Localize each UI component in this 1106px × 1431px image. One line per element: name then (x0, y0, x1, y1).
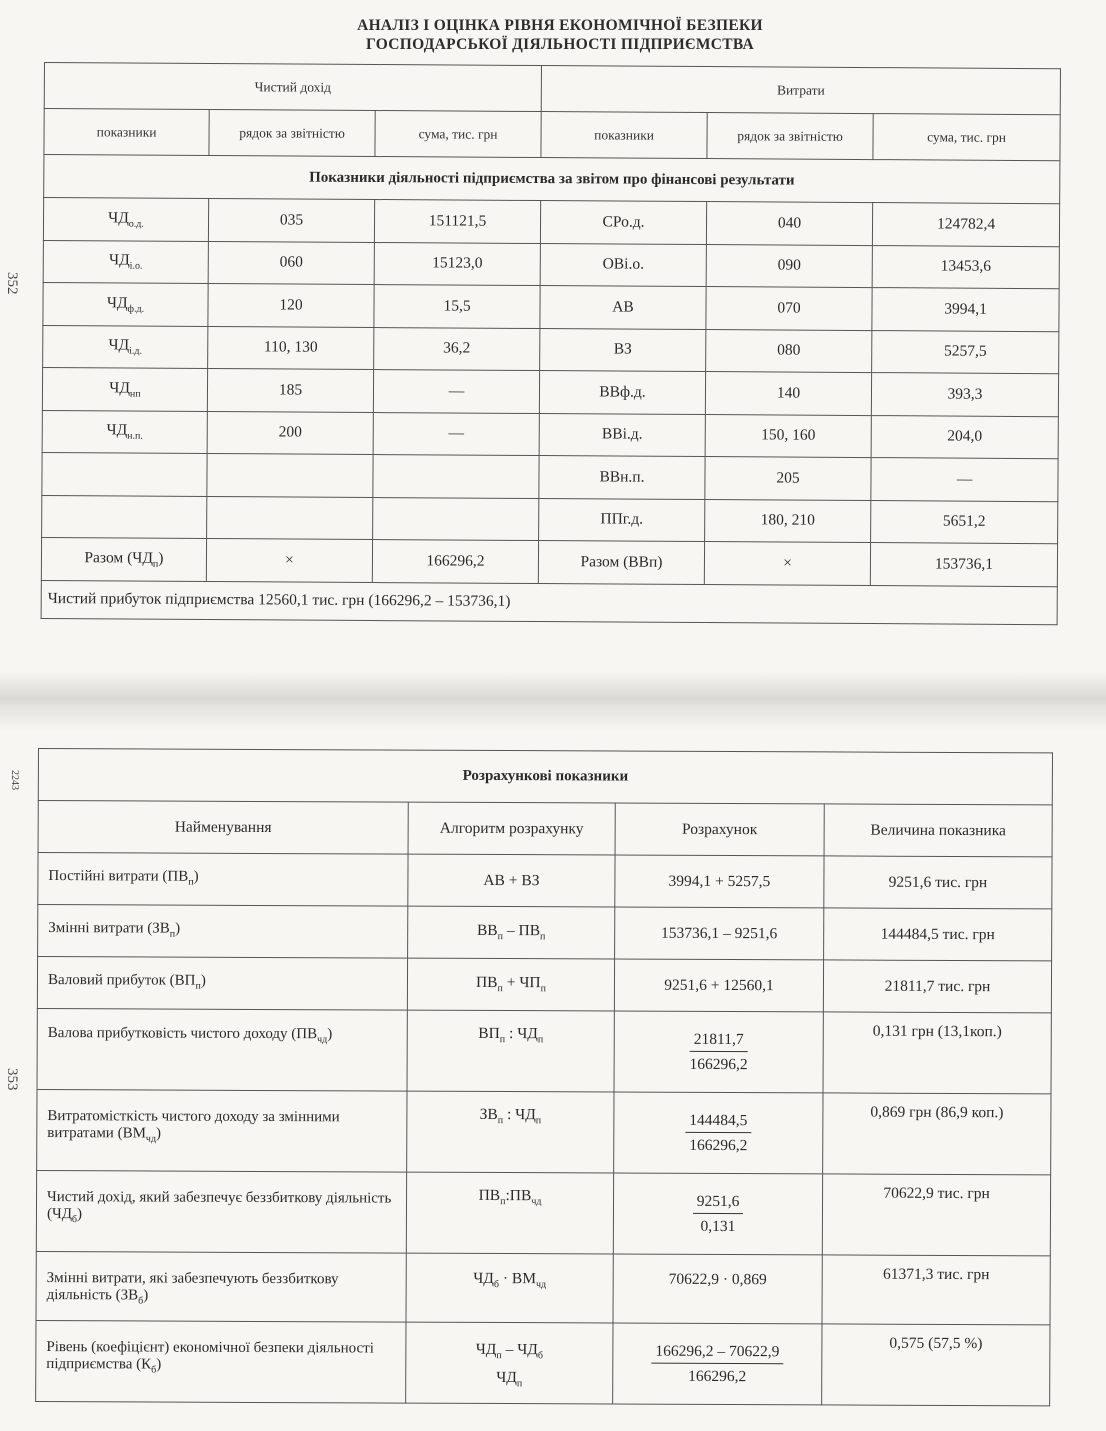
income-total-sum: 166296,2 (372, 540, 538, 584)
expense-line: 205 (705, 457, 871, 501)
indicator-value: 70622,9 тис. грн (822, 1174, 1050, 1256)
expense-total-line: × (704, 542, 870, 586)
indicator-value: 0,575 (57,5 %) (822, 1324, 1050, 1406)
expense-indicator: ВВф.д. (539, 371, 705, 415)
col-line-expenses: рядок за звітністю (707, 113, 873, 160)
income-indicator: $ЧД_{н.п.}$ (42, 410, 207, 454)
income-sum: 15123,0 (374, 242, 540, 286)
indicator-name: Постійні витрати $(ПВ_п)$ (38, 853, 408, 907)
page-fold-divider (0, 672, 1106, 732)
indicator-value: 21811,7 тис. грн (823, 960, 1051, 1013)
algorithm: $ПВ_п:ПВ_{чд}$ (406, 1172, 613, 1254)
algorithm-denominator: $ЧД_п$ (496, 1369, 523, 1390)
col-value: Величина показника (824, 804, 1052, 857)
income-line: 035 (208, 199, 374, 243)
indicator-name: Валова прибутковість чистого доходу $(ПВ_{чд})$ (37, 1008, 407, 1091)
expense-indicator: АВ (540, 286, 706, 330)
table-row (38, 853, 1052, 909)
expense-sum: 3994,1 (872, 288, 1059, 332)
section-title: Показники діяльності підприємства за звітом про фінансові результати (44, 155, 1060, 204)
expense-sum: 124782,4 (872, 203, 1059, 247)
table-row (42, 410, 1058, 459)
indicator-value: 61371,3 тис. грн (822, 1255, 1050, 1325)
calculation: $\frac{166296,2 - 70622,9}{166296,2}$ (613, 1323, 822, 1405)
indicator-value: 0,869 грн (86,9 коп.) (823, 1093, 1051, 1175)
indicator-value: 9251,6 тис. грн (824, 856, 1052, 909)
indicator-name: Витратомісткість чистого доходу за змінними витратами $(ВМ_{чд})$ (37, 1089, 407, 1172)
page-number-bottom: 353 (4, 1068, 20, 1091)
indicator-name: Змінні витрати, які забезпечують беззбиткову діяльність $(ЗВ_б)$ (36, 1251, 406, 1322)
expense-sum: 5651,2 (871, 500, 1058, 544)
calculation: 9251,6 + 12560,1 (614, 959, 823, 1012)
expense-line: 090 (706, 244, 872, 288)
calculation: 70622,9 · 0,869 (613, 1254, 822, 1324)
income-sum: 151121,5 (374, 200, 540, 244)
income-line: 060 (208, 241, 374, 285)
table-row (43, 282, 1059, 331)
expense-sum: 204,0 (871, 415, 1058, 459)
expense-total-sum: 153736,1 (870, 543, 1057, 587)
algorithm: АВ + ВЗ (408, 854, 615, 907)
indicator-value: 144484,5 тис. грн (824, 908, 1052, 961)
income-group-header: Чистий дохід (44, 63, 541, 112)
total-row (41, 537, 1057, 586)
income-indicator: $ЧД_{і.о.}$ (43, 240, 208, 284)
section-header-row (38, 749, 1052, 805)
title-line-2: ГОСПОДАРСЬКОЇ ДІЯЛЬНОСТІ ПІДПРИЄМСТВА (365, 36, 755, 53)
net-profit-note: Чистий прибуток підприємства 12560,1 тис. грн (166296,2 – 153736,1) (41, 580, 1057, 624)
expense-indicator: ВВі.д. (539, 413, 705, 457)
section-title: Розрахункові показники (38, 749, 1052, 805)
income-sum: — (373, 370, 539, 414)
page-number-mid: 2243 (9, 770, 20, 790)
algorithm: $ЗВ_п$ : $ЧД_п$ (407, 1091, 614, 1173)
income-line (207, 496, 373, 540)
income-line: 185 (207, 369, 373, 413)
calculated-indicators-table (35, 748, 1053, 1406)
income-sum: 15,5 (374, 285, 540, 329)
table-row (42, 367, 1058, 416)
calculation: $\frac{21811,7}{166296,2}$ (614, 1011, 823, 1093)
income-line: 200 (207, 411, 373, 455)
algorithm: $ВП_п$ : $ЧД_п$ (407, 1010, 614, 1092)
financial-results-table (41, 62, 1061, 625)
income-sum: 36,2 (374, 327, 540, 371)
page-number-top: 352 (4, 272, 20, 295)
expense-sum: 393,3 (871, 373, 1058, 417)
income-total-line: × (206, 539, 372, 583)
income-line: 120 (208, 284, 374, 328)
table-row (37, 957, 1051, 1013)
col-calculation: Розрахунок (615, 803, 824, 856)
table-row (38, 905, 1052, 961)
expense-indicator: ОВі.о. (540, 243, 706, 287)
indicator-value: 0,131 грн (13,1коп.) (823, 1012, 1051, 1094)
income-total-label: Разом $(ЧД_п)$ (41, 537, 206, 581)
income-indicator: $ЧД_{ф.д.}$ (43, 282, 208, 326)
col-sum-income: сума, тис. грн (375, 111, 541, 158)
section-header-row (44, 155, 1060, 204)
expense-sum: 5257,5 (872, 330, 1059, 374)
table-row (37, 1008, 1051, 1093)
income-sum (373, 497, 539, 541)
col-indicators-income: показники (44, 109, 209, 156)
indicator-name: Чистий дохід, який забезпечує беззбиткову діяльність $(ЧД_б)$ (36, 1170, 406, 1253)
col-indicators-expenses: показники (541, 112, 707, 159)
indicator-name: Рівень (коефіцієнт) економічної безпеки діяльності підприємства $(К_б)$ (36, 1320, 406, 1403)
income-indicator (42, 452, 207, 496)
document-title (300, 16, 820, 54)
expense-line: 040 (706, 202, 872, 246)
expense-indicator: ППг.д. (539, 498, 705, 542)
income-indicator: $ЧД_{і.д.}$ (43, 325, 208, 369)
expense-indicator: ВВн.п. (539, 456, 705, 500)
expense-line: 150, 160 (705, 414, 871, 458)
expense-total-label: Разом (ВВп) (538, 541, 704, 585)
income-indicator (42, 495, 207, 539)
col-sum-expenses: сума, тис. грн (873, 114, 1060, 161)
algorithm-numerator: $ЧД_п - ЧД_б$ (475, 1340, 544, 1362)
table-row (36, 1170, 1050, 1255)
column-header-row (44, 109, 1060, 161)
calculation: 3994,1 + 5257,5 (615, 855, 824, 908)
algorithm (406, 1322, 613, 1404)
indicator-name: Валовий прибуток $(ВП_п)$ (37, 957, 407, 1011)
table-row (37, 1089, 1051, 1174)
table-row (43, 325, 1059, 374)
income-sum: — (373, 412, 539, 456)
calculation: $\frac{144484,5}{166296,2}$ (614, 1092, 823, 1174)
expense-sum: — (871, 458, 1058, 502)
title-line-1: АНАЛІЗ І ОЦІНКА РІВНЯ ЕКОНОМІЧНОЇ БЕЗПЕКИ (357, 17, 763, 34)
table-row (36, 1320, 1050, 1405)
expense-indicator: ВЗ (540, 328, 706, 372)
table-row (36, 1251, 1050, 1324)
income-indicator: $ЧД_{о.д.}$ (43, 198, 208, 242)
algorithm: $ВВ_п - ПВ_п$ (408, 906, 615, 959)
calculation: 153736,1 – 9251,6 (615, 907, 824, 960)
column-header-row (38, 801, 1052, 857)
group-header-row (44, 63, 1060, 115)
table-row (42, 452, 1058, 501)
algorithm: $ЧД_б \cdot ВМ_{чд}$ (406, 1253, 613, 1323)
income-line (207, 454, 373, 498)
col-algorithm: Алгоритм розрахунку (408, 802, 615, 855)
expense-indicator: СРо.д. (540, 201, 706, 245)
col-line-income: рядок за звітністю (209, 110, 375, 157)
table-row (42, 495, 1058, 544)
expense-line: 140 (705, 372, 871, 416)
table-row (43, 198, 1059, 247)
calculation: $\frac{9251,6}{0,131}$ (613, 1173, 822, 1255)
expense-line: 080 (706, 329, 872, 373)
indicator-name: Змінні витрати $(ЗВ_п)$ (38, 905, 408, 959)
income-line: 110, 130 (208, 326, 374, 370)
expense-line: 180, 210 (705, 499, 871, 543)
income-indicator: $ЧД_{нп}$ (42, 367, 207, 411)
expense-sum: 13453,6 (872, 245, 1059, 289)
expense-line: 070 (706, 287, 872, 331)
algorithm: $ПВ_п + ЧП_п$ (407, 958, 614, 1011)
col-name: Найменування (38, 801, 408, 855)
income-sum (373, 455, 539, 499)
note-row (41, 580, 1057, 624)
table-row (43, 240, 1059, 289)
expenses-group-header: Витрати (541, 66, 1060, 115)
